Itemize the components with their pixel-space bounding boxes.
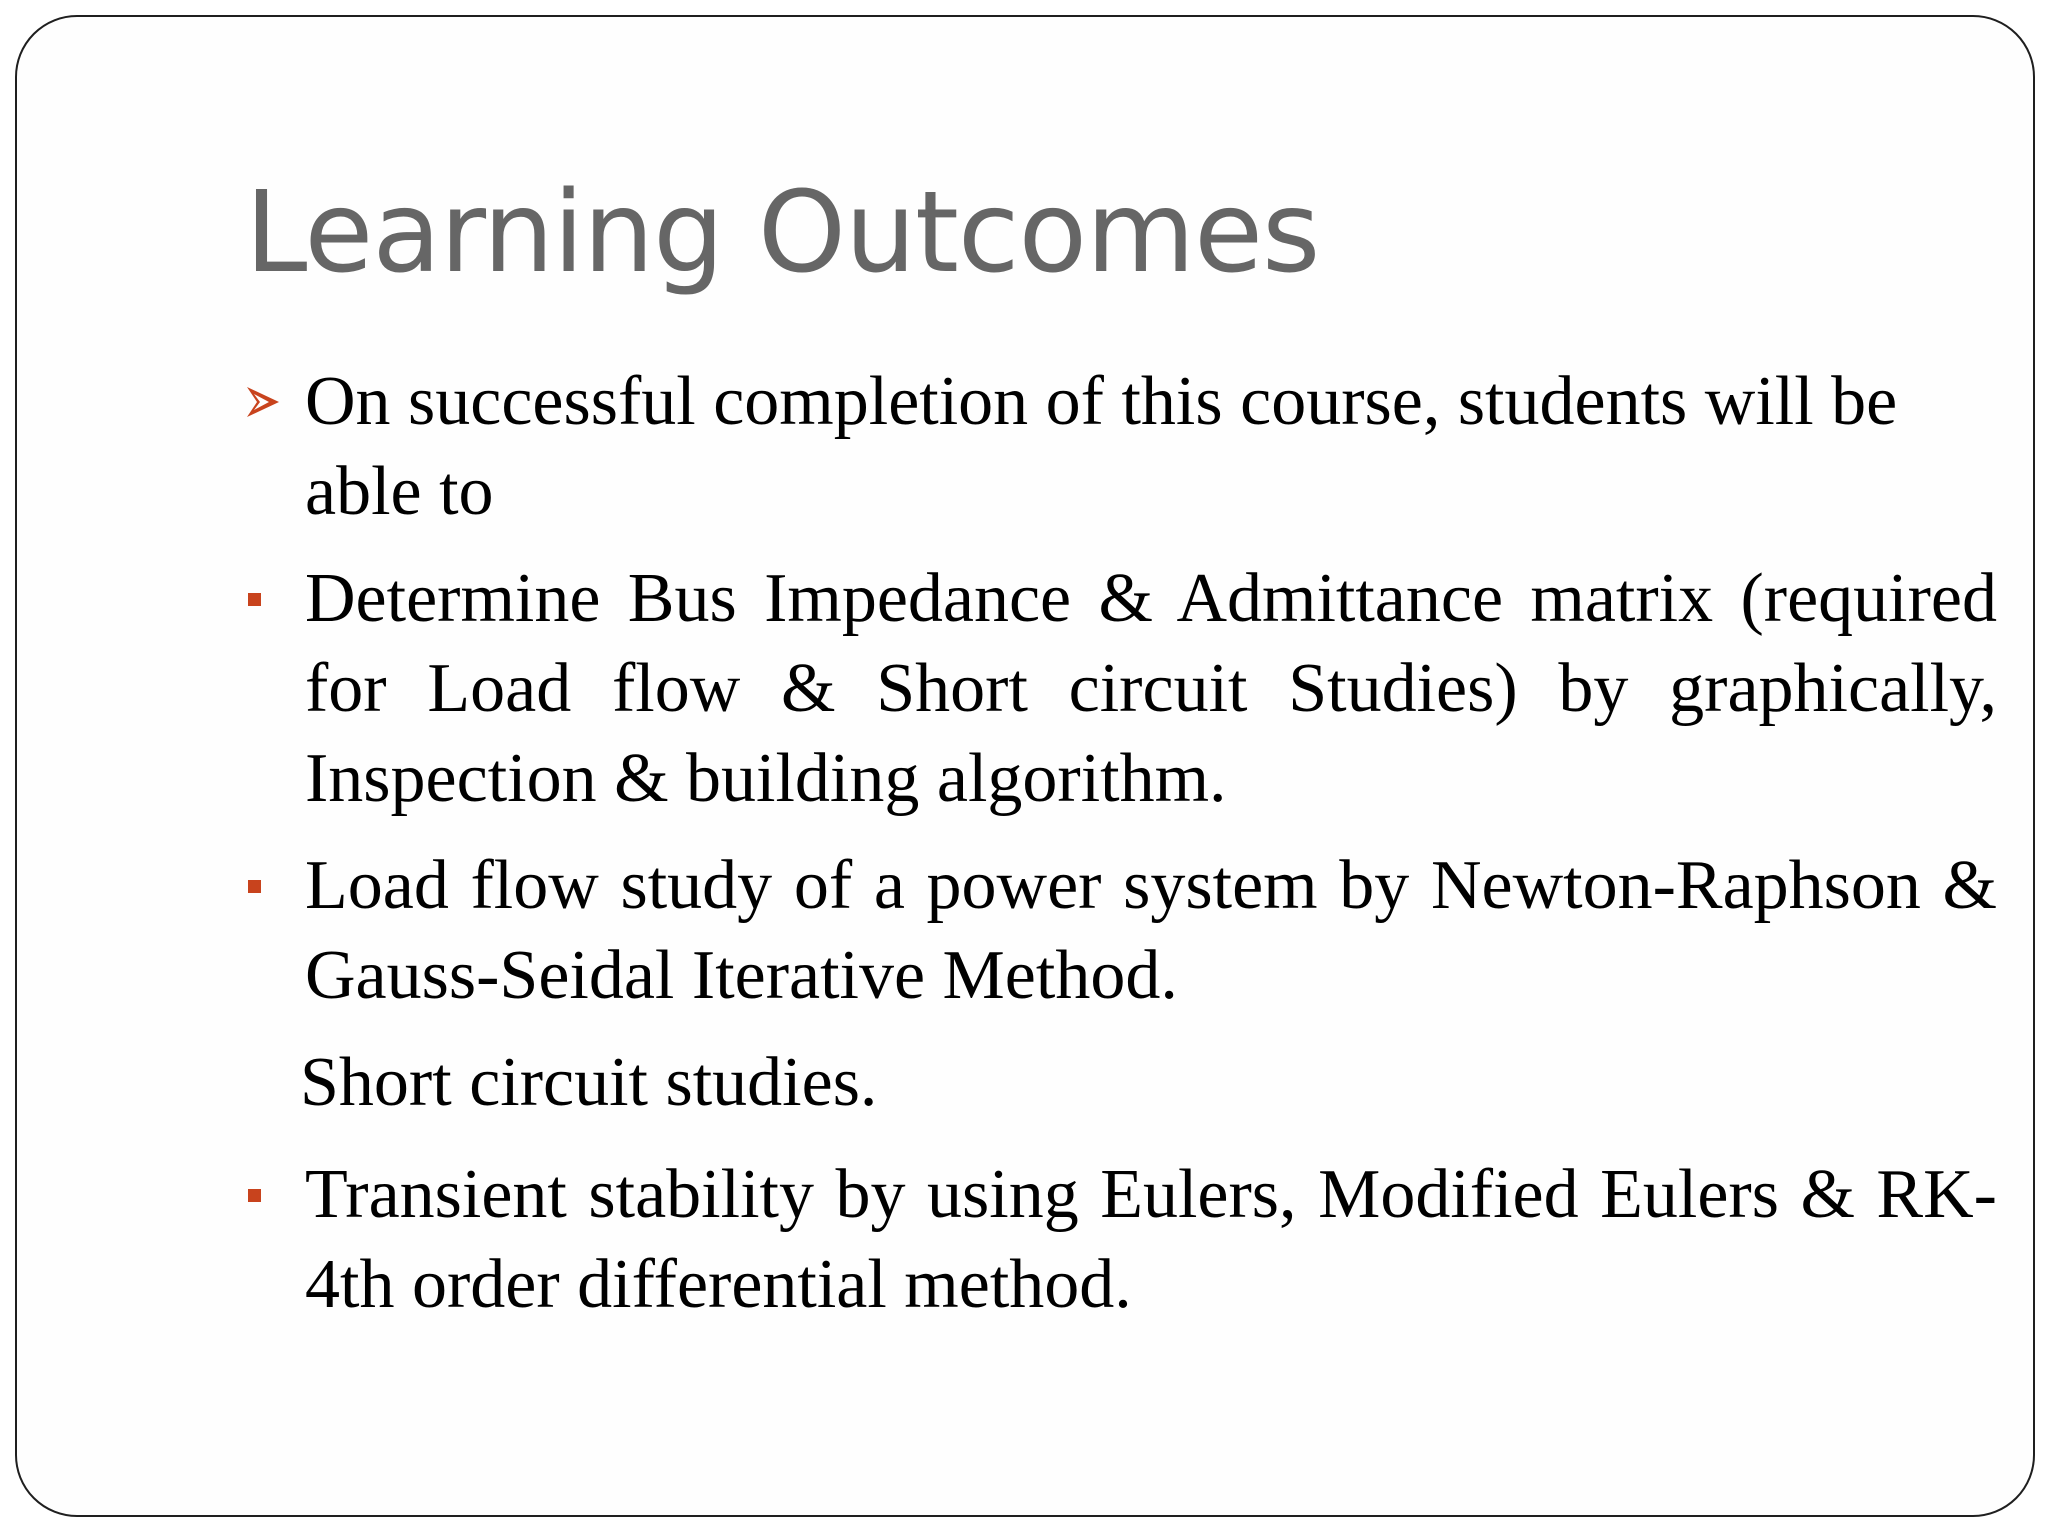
square-bullet-icon	[245, 1150, 289, 1240]
intro-item	[245, 357, 1997, 537]
bullet-text: Load flow study of a power system by Newton-Raphson & Gauss-Seidal Iterative Method.	[305, 847, 1997, 1014]
intro-text: On successful completion of this course, students will be able to	[305, 363, 1898, 530]
bullet-text: Determine Bus Impedance & Admittance matrix (required for Load flow & Short circuit Studies) by graphically, Inspection & building algorithm.	[305, 560, 1997, 817]
slide-title: Learning Outcomes	[245, 168, 1320, 298]
bullet-text: Transient stability by using Eulers, Modified Eulers & RK-4th order differential method.	[305, 1156, 1997, 1323]
bullet-item-transient-stability	[245, 1150, 1997, 1330]
bullet-item-load-flow	[245, 841, 1997, 1021]
arrow-bullet-icon	[245, 357, 289, 447]
square-bullet-icon	[245, 841, 289, 931]
slide-content	[245, 357, 1997, 1347]
short-circuit-line: Short circuit studies.	[300, 1044, 878, 1121]
slide	[15, 15, 2035, 1517]
square-bullet-icon	[245, 554, 289, 644]
bullet-item-bus-matrix	[245, 554, 1997, 824]
